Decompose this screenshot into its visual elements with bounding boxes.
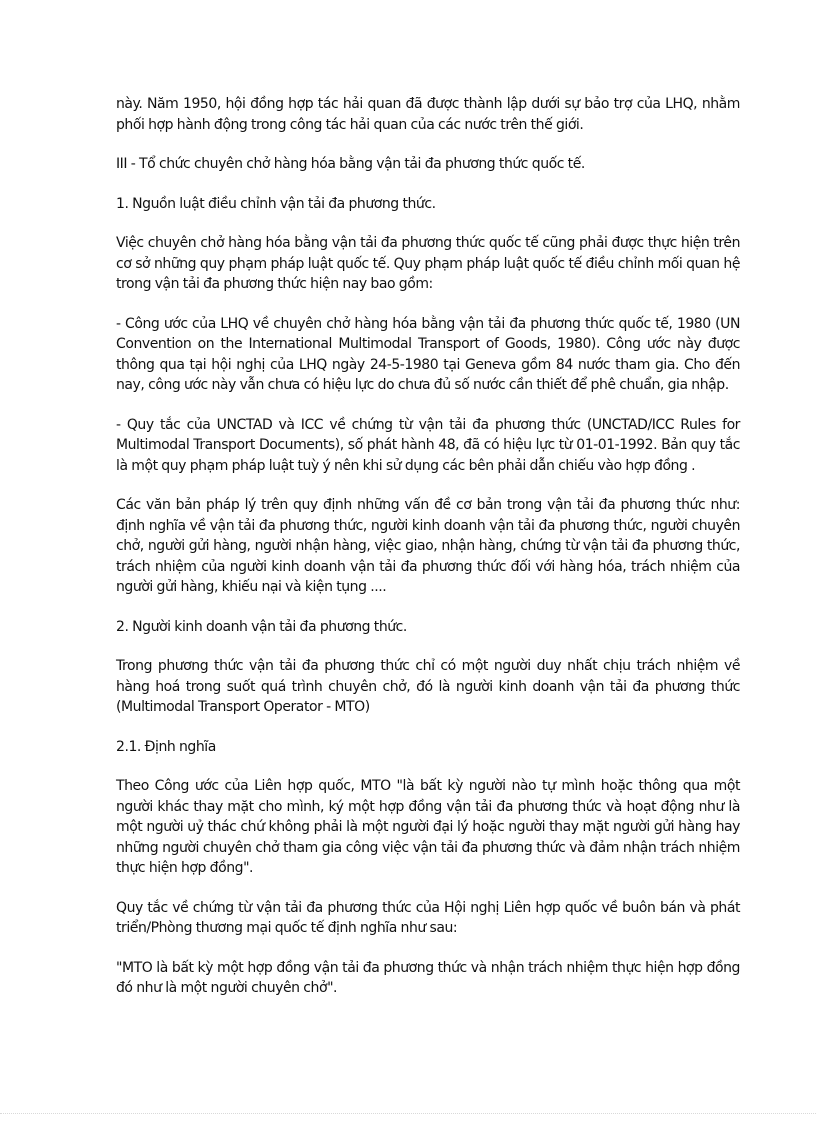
paragraph-un-definition: Theo Công ước của Liên hợp quốc, MTO "là bất kỳ người nào tự mình hoặc thông qua một người khác thay mặt cho mình, ký một hợp đồng vận tải đa phương thức và hoạt động như là một người uỷ thác chứ không phải là một người đại lý hoặc người thay mặt người gửi hàng hay những người chuyên chở tham gia công việc vận tải đa phương thức và đảm nhận trách nhiệm thực hiện hợp đồng".: [116, 778, 740, 876]
paragraph-legal-documents-scope: Các văn bản pháp lý trên quy định những vấn đề cơ bản trong vận tải đa phương thức như: định nghĩa về vận tải đa phương thức, người kinh doanh vận tải đa phương thức, người chuyên chở, người gửi hàng, người nhận hàng, việc giao, nhận hàng, chứng từ vận tải đa phương thức, trách nhiệm của người kinh doanh vận tải đa phương thức đối với hàng hóa, trách nhiệm của người gửi hàng, khiếu nại và kiện tụng ....: [116, 497, 740, 595]
document-body: [116, 94, 740, 1018]
paragraph-legal-basis: Việc chuyên chở hàng hóa bằng vận tải đa phương thức quốc tế cũng phải được thực hiện trên cơ sở những quy phạm pháp luật quốc tế. Quy phạm pháp luật quốc tế điều chỉnh mối quan hệ trong vận tải đa phương thức hiện nay bao gồm:: [116, 235, 740, 292]
paragraph-mto-quote: "MTO là bất kỳ một hợp đồng vận tải đa phương thức và nhận trách nhiệm thực hiện hợp đồng đó như là một người chuyên chở".: [116, 959, 740, 996]
subsection-heading-2-1: 2.1. Định nghĩa: [116, 738, 216, 755]
page-bottom-divider: [0, 1113, 816, 1114]
paragraph-unctad-definition-intro: Quy tắc về chứng từ vận tải đa phương thức của Hội nghị Liên hợp quốc về buôn bán và phát triển/Phòng thương mại quốc tế định nghĩa như sau:: [116, 899, 740, 936]
paragraph-unctad-icc-rules: - Quy tắc của UNCTAD và ICC về chứng từ vận tải đa phương thức (UNCTAD/ICC Rules for Multimodal Transport Documents), số phát hành 48, đã có hiệu lực từ 01-01-1992. Bản quy tắc là một quy phạm pháp luật tuỳ ý nên khi sử dụng các bên phải dẫn chiếu vào hợp đồng .: [116, 416, 740, 474]
subsection-heading-1: 1. Nguồn luật điều chỉnh vận tải đa phương thức.: [116, 195, 436, 212]
section-heading-iii: III - Tổ chức chuyên chở hàng hóa bằng vận tải đa phương thức quốc tế.: [116, 156, 585, 172]
paragraph-un-convention: - Công ước của LHQ về chuyên chở hàng hóa bằng vận tải đa phương thức quốc tế, 1980 (UN Convention on the International Multimodal Transport of Goods, 1980). Công ước này được thông qua tại hội nghị của LHQ ngày 24-5-1980 tại Geneva gồm 84 nước tham gia. Cho đến nay, công ước này vẫn chưa có hiệu lực do chưa đủ số nước cần thiết để phê chuẩn, gia nhập.: [116, 315, 740, 393]
subsection-heading-2: 2. Người kinh doanh vận tải đa phương thức.: [116, 618, 407, 635]
paragraph-mto-intro: Trong phương thức vận tải đa phương thức chỉ có một người duy nhất chịu trách nhiệm về hàng hoá trong suốt quá trình chuyên chở, đó là người kinh doanh vận tải đa phương thức (Multimodal Transport Operator - MTO): [116, 658, 740, 715]
paragraph-intro-continuation: này. Năm 1950, hội đồng hợp tác hải quan đã được thành lập dưới sự bảo trợ của LHQ, nhằm phối hợp hành động trong công tác hải quan của các nước trên thế giới.: [116, 96, 740, 133]
